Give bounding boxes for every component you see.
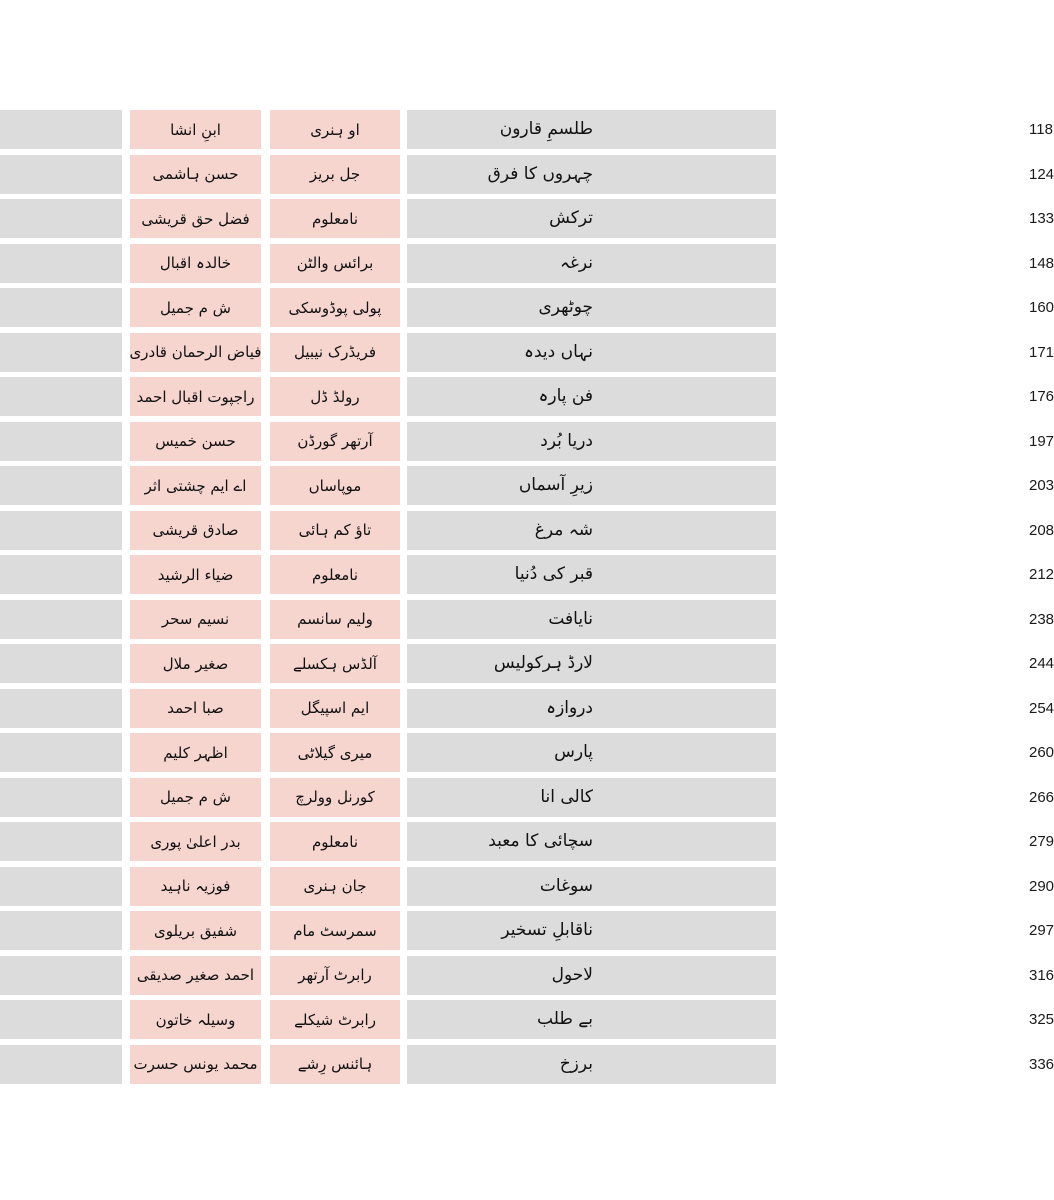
contents-table [0, 110, 1054, 1089]
table-row [0, 1045, 1054, 1084]
page-number: 297 [1029, 922, 1054, 939]
table-row [0, 288, 1054, 327]
table-row [0, 155, 1054, 194]
author-cell: ہائنس رِشے [270, 1045, 400, 1084]
row-left-band [0, 422, 122, 461]
translator-cell: صادق قریشی [130, 511, 261, 550]
row-left-band [0, 867, 122, 906]
author-cell: جان ہنری [270, 867, 400, 906]
translator-cell: احمد صغیر صدیقی [130, 956, 261, 995]
title-band [407, 377, 1054, 416]
translator-cell: ش م جمیل [130, 778, 261, 817]
author-cell: موپاساں [270, 466, 400, 505]
row-left-band [0, 555, 122, 594]
row-left-band [0, 600, 122, 639]
table-row [0, 644, 1054, 683]
translator-cell: فوزیہ ناہید [130, 867, 261, 906]
row-left-band [0, 956, 122, 995]
page-number: 203 [1029, 477, 1054, 494]
page-number: 244 [1029, 655, 1054, 672]
table-row [0, 511, 1054, 550]
page-number: 279 [1029, 833, 1054, 850]
page-number: 325 [1029, 1011, 1054, 1028]
author-cell: رابرٹ شیکلے [270, 1000, 400, 1039]
row-left-band [0, 110, 122, 149]
table-row [0, 1000, 1054, 1039]
author-cell: پولی پوڈوسکی [270, 288, 400, 327]
page-number: 290 [1029, 877, 1054, 895]
title-band [407, 911, 1054, 950]
table-row [0, 956, 1054, 995]
author-cell: میری گیلاٹی [270, 733, 400, 772]
table-row [0, 600, 1054, 639]
translator-cell: اظہر کلیم [130, 733, 261, 772]
author-cell: جل بریز [270, 155, 400, 194]
page-number: 208 [1029, 521, 1054, 539]
story-title: چوٹھری [538, 297, 593, 317]
page-number: 316 [1029, 966, 1054, 984]
row-left-band [0, 911, 122, 950]
row-left-band [0, 1000, 122, 1039]
page-number: 266 [1029, 788, 1054, 806]
title-band [407, 155, 1054, 194]
translator-cell: ابنِ انشا [130, 110, 261, 149]
author-cell: تاؤ کم ہائی [270, 511, 400, 550]
title-band [407, 422, 1054, 461]
translator-cell: راجپوت اقبال احمد [130, 377, 261, 416]
story-title: نایافت [548, 608, 593, 629]
table-row [0, 778, 1054, 817]
page-number: 176 [1029, 388, 1054, 405]
title-band [407, 733, 1054, 772]
story-title: طلسمِ قارون [499, 119, 593, 139]
author-cell: ولیم سانسم [270, 600, 400, 639]
page-number: 171 [1029, 343, 1054, 361]
translator-cell: فضل حق قریشی [130, 199, 261, 238]
story-title: پارس [554, 742, 593, 762]
row-left-band [0, 778, 122, 817]
translator-cell: نسیم سحر [130, 600, 261, 639]
title-band [407, 555, 1054, 594]
row-left-band [0, 466, 122, 505]
title-band [407, 288, 1054, 327]
author-cell: آلڈس ہکسلے [270, 644, 400, 683]
story-title: لاحول [551, 964, 593, 985]
title-band [407, 333, 1054, 372]
table-row [0, 867, 1054, 906]
table-row [0, 110, 1053, 149]
table-row [0, 733, 1054, 772]
story-title: چہروں کا فرق [487, 163, 593, 184]
title-band [407, 600, 1054, 639]
title-band [407, 822, 1054, 861]
translator-cell: ش م جمیل [130, 288, 261, 327]
story-title: قبر کی دُنیا [514, 564, 593, 584]
translator-cell: وسیلہ خاتون [130, 1000, 261, 1039]
title-band [407, 1045, 1054, 1084]
page-number: 160 [1029, 299, 1054, 316]
translator-cell: اے ایم چشتی اثر [130, 466, 261, 505]
story-title: سوغات [539, 875, 593, 896]
translator-cell: فیاض الرحمان قادری [130, 333, 261, 372]
table-row [0, 199, 1054, 238]
table-row [0, 333, 1054, 372]
story-title: برزخ [559, 1053, 593, 1074]
page-number: 118 [1029, 121, 1053, 138]
story-title: شہ مرغ [534, 519, 593, 540]
translator-cell: بدر اعلیٰ پوری [130, 822, 261, 861]
table-row [0, 377, 1054, 416]
title-band [407, 511, 1054, 550]
author-cell: سمرسٹ مام [270, 911, 400, 950]
story-title: دروازہ [546, 697, 593, 718]
author-cell: نامعلوم [270, 199, 400, 238]
story-title: فن پارہ [538, 386, 593, 406]
page-number: 212 [1029, 566, 1054, 583]
page-number: 124 [1029, 165, 1054, 183]
row-left-band [0, 511, 122, 550]
table-row [0, 911, 1054, 950]
story-title: نہاں دیدہ [524, 341, 593, 362]
row-left-band [0, 288, 122, 327]
page-number: 197 [1029, 432, 1054, 450]
story-title: نرغہ [560, 252, 593, 273]
page-number: 260 [1029, 744, 1054, 761]
row-left-band [0, 155, 122, 194]
table-row [0, 555, 1054, 594]
story-title: ناقابلِ تسخیر [501, 920, 593, 940]
translator-cell: صغیر ملال [130, 644, 261, 683]
story-title: کالی انا [540, 786, 593, 807]
author-cell: نامعلوم [270, 555, 400, 594]
title-band [407, 244, 1054, 283]
row-left-band [0, 689, 122, 728]
row-left-band [0, 733, 122, 772]
story-title: ترکش [549, 208, 593, 228]
author-cell: آرتھر گورڈن [270, 422, 400, 461]
author-cell: نامعلوم [270, 822, 400, 861]
page-number: 336 [1029, 1055, 1054, 1073]
title-band [407, 867, 1054, 906]
translator-cell: صبا احمد [130, 689, 261, 728]
page-number: 133 [1029, 210, 1054, 227]
row-left-band [0, 199, 122, 238]
translator-cell: محمد یونس حسرت [130, 1045, 261, 1084]
table-row [0, 822, 1054, 861]
row-left-band [0, 244, 122, 283]
translator-cell: حسن ہاشمی [130, 155, 261, 194]
title-band [407, 466, 1054, 505]
story-title: بے طلب [537, 1009, 593, 1029]
title-band [407, 644, 1054, 683]
title-band [407, 110, 1053, 149]
translator-cell: خالدہ اقبال [130, 244, 261, 283]
table-row [0, 422, 1054, 461]
story-title: سچائی کا معبد [488, 831, 593, 851]
translator-cell: ضیاء الرشید [130, 555, 261, 594]
title-band [407, 199, 1054, 238]
story-title: دریا بُرد [540, 430, 593, 451]
table-row [0, 689, 1054, 728]
row-left-band [0, 1045, 122, 1084]
title-band [407, 689, 1054, 728]
title-band [407, 956, 1054, 995]
table-row [0, 466, 1054, 505]
author-cell: فریڈرک نیبیل [270, 333, 400, 372]
author-cell: کورنل وولرچ [270, 778, 400, 817]
author-cell: ایم اسپیگل [270, 689, 400, 728]
title-band [407, 778, 1054, 817]
author-cell: رولڈ ڈل [270, 377, 400, 416]
story-title: زیرِ آسماں [518, 475, 593, 495]
row-left-band [0, 644, 122, 683]
translator-cell: حسن خمیس [130, 422, 261, 461]
row-left-band [0, 333, 122, 372]
page-number: 148 [1029, 254, 1054, 272]
title-band [407, 1000, 1054, 1039]
author-cell: او ہنری [270, 110, 400, 149]
table-row [0, 244, 1054, 283]
story-title: لارڈ ہرکولیس [493, 653, 593, 673]
author-cell: برائس والٹن [270, 244, 400, 283]
author-cell: رابرٹ آرتھر [270, 956, 400, 995]
page-number: 254 [1029, 699, 1054, 717]
row-left-band [0, 822, 122, 861]
translator-cell: شفیق بریلوی [130, 911, 261, 950]
page-number: 238 [1029, 610, 1054, 628]
row-left-band [0, 377, 122, 416]
